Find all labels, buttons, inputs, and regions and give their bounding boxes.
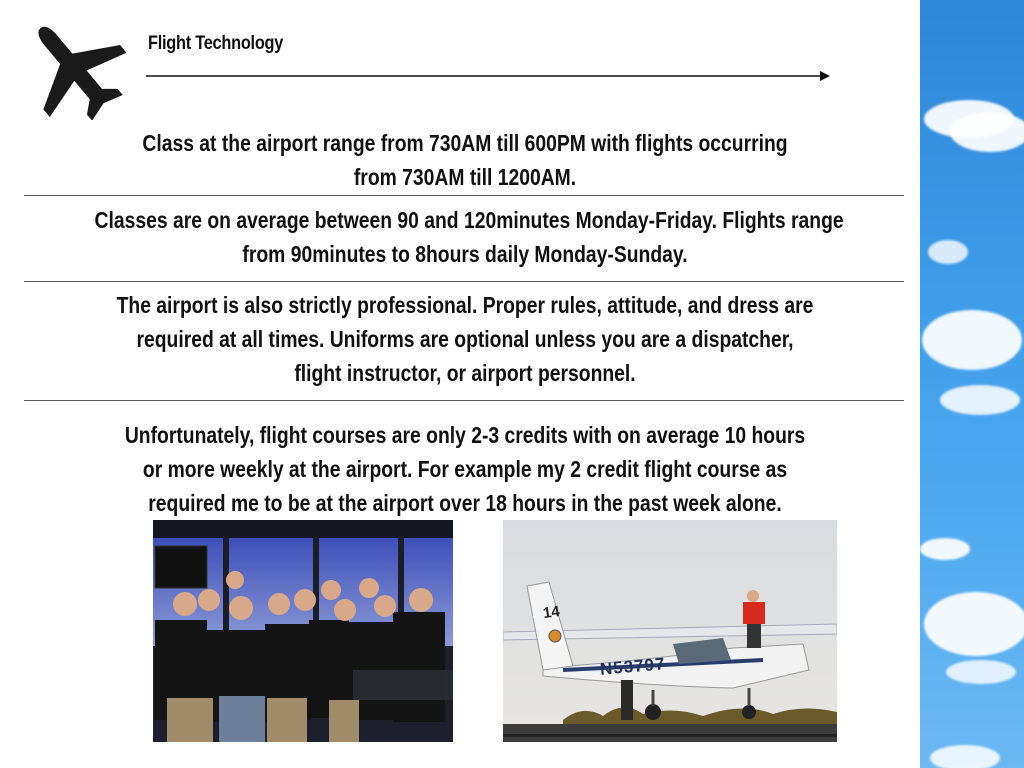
paragraph-class-hours xyxy=(95,126,836,194)
cloud xyxy=(920,538,970,560)
cloud xyxy=(940,385,1020,415)
text-line: Class at the airport range from 730AM till 600PM with flights occurring xyxy=(142,130,788,156)
cloud xyxy=(950,112,1024,152)
cloud xyxy=(928,240,968,264)
text-line: from 730AM till 1200AM. xyxy=(353,164,577,190)
airplane-icon xyxy=(18,16,130,120)
cloud xyxy=(922,310,1022,370)
text-line: Classes are on average between 90 and 120minutes Monday-Friday. Flights range xyxy=(94,207,844,233)
cloud xyxy=(946,660,1016,684)
text-line: Unfortunately, flight courses are only 2-3 credits with on average 10 hours xyxy=(124,422,806,448)
divider xyxy=(24,195,904,196)
text-line: required at all times. Uniforms are optional unless you are a dispatcher, xyxy=(136,326,794,352)
text-line: from 90minutes to 8hours daily Monday-Sunday. xyxy=(242,241,688,267)
page-title: Flight Technology xyxy=(148,33,284,54)
cloud xyxy=(924,592,1024,656)
cloud xyxy=(930,745,1000,768)
cessna-airplane-photo xyxy=(503,520,837,742)
text-line: required me to be at the airport over 18 hours in the past week alone. xyxy=(148,490,782,516)
tail-id-label: 14 xyxy=(541,602,561,623)
paragraph-credits xyxy=(95,418,836,520)
group-in-control-tower-photo xyxy=(153,520,453,742)
text-line: The airport is also strictly professional. Proper rules, attitude, and dress are xyxy=(116,292,814,318)
divider xyxy=(24,281,904,282)
tail-number-label: N53797 xyxy=(599,654,667,679)
text-line: or more weekly at the airport. For example my 2 credit flight course as xyxy=(142,456,788,482)
text-line: flight instructor, or airport personnel. xyxy=(294,360,636,386)
title-underline-arrow xyxy=(146,68,830,84)
divider xyxy=(24,400,904,401)
sky-background-strip xyxy=(920,0,1024,768)
paragraph-professional-conduct xyxy=(95,288,836,390)
paragraph-class-duration xyxy=(94,203,844,271)
